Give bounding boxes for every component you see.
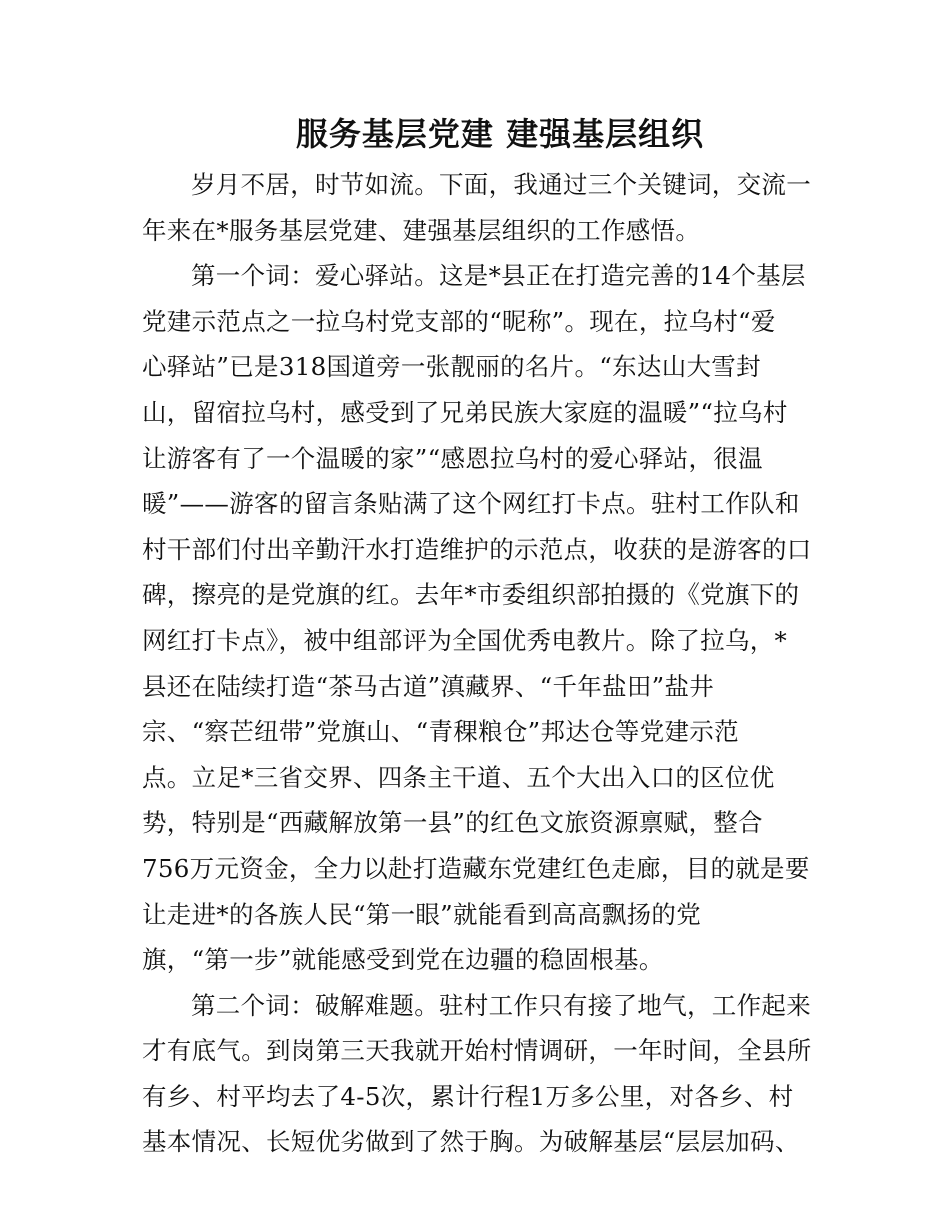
body-line: 宗、“察芒纽带”党旗山、“青稞粮仓”邦达仓等党建示范 [142,717,739,747]
body-line: 基本情况、长短优劣做到了然于胸。为破解基层“层层加码、 [142,1127,800,1157]
body-line: 山，留宿拉乌村，感受到了兄弟民族大家庭的温暖”“拉乌村 [142,397,788,427]
body-line: 才有底气。到岗第三天我就开始村情调研，一年时间，全县所 [142,1036,812,1066]
body-line: 让游客有了一个温暖的家”“感恩拉乌村的爱心驿站，很温 [142,443,763,473]
body-line: 旗，“第一步”就能感受到党在边疆的稳固根基。 [142,945,664,975]
body-line: 网红打卡点》，被中组部评为全国优秀电教片。除了拉乌，* [142,625,788,655]
body-line: 岁月不居，时节如流。下面，我通过三个关键词，交流一 [191,170,811,199]
body-line: 县还在陆续打造“茶马古道”滇藏界、“千年盐田”盐井 [142,671,715,701]
body-line: 有乡、村平均去了4-5次，累计行程1万多公里，对各乡、村 [142,1081,794,1111]
body-line: 第一个词：爱心驿站。这是*县正在打造完善的14个基层 [191,261,806,291]
body-line: 756万元资金，全力以赴打造藏东党建红色走廊，目的就是要 [142,853,810,883]
body-line: 势，特别是“西藏解放第一县”的红色文旅资源禀赋，整合 [142,808,763,838]
body-line: 党建示范点之一拉乌村党支部的“昵称”。现在，拉乌村“爱 [142,306,776,336]
document-title: 服务基层党建 建强基层组织 [295,115,705,153]
body-line: 点。立足*三省交界、四条主干道、五个大出入口的区位优 [142,762,775,792]
body-line: 心驿站”已是318国道旁一张靓丽的名片。“东达山大雪封 [142,352,761,382]
body-line: 让走进*的各族人民“第一眼”就能看到高高飘扬的党 [142,899,701,929]
body-line: 碑，擦亮的是党旗的红。去年*市委组织部拍摄的《党旗下的 [142,580,800,610]
body-line: 村干部们付出辛勤汗水打造维护的示范点，收获的是游客的口 [142,534,812,564]
body-line: 年来在*服务基层党建、建强基层组织的工作感悟。 [142,215,701,245]
body-line: 第二个词：破解难题。驻村工作只有接了地气，工作起来 [191,990,811,1020]
body-line: 暖”——游客的留言条贴满了这个网红打卡点。驻村工作队和 [142,489,800,519]
document-body [142,162,822,1165]
